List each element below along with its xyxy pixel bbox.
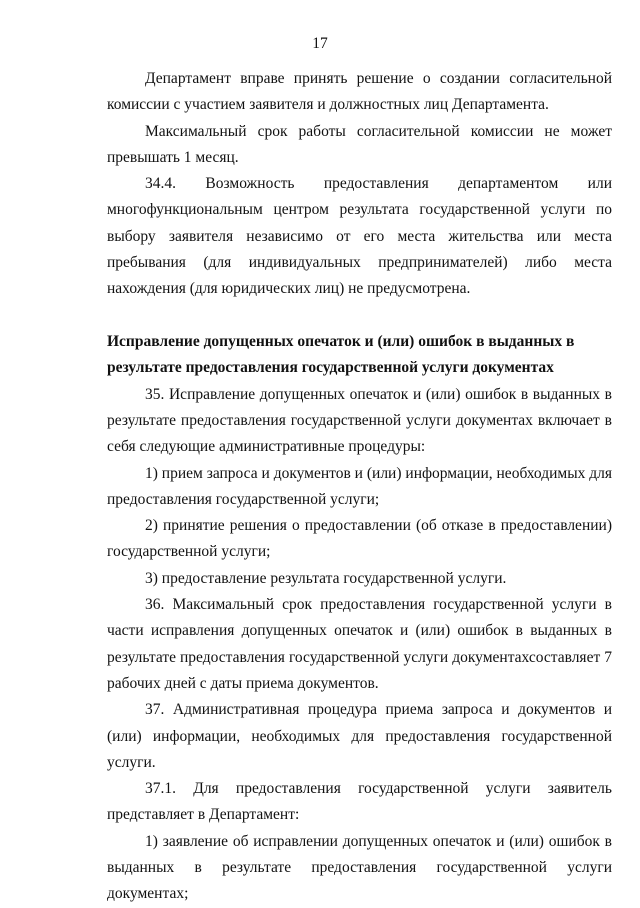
paragraph: 1) заявление об исправлении допущенных опечаток и (или) ошибок в выданных в результате предоставления государственной услуги документах; xyxy=(107,832,612,903)
paragraph: Департамент вправе принять решение о создании согласительной комиссии с участием заявителя и должностных лиц Департамента. xyxy=(107,70,612,114)
paragraph: 36. Максимальный срок предоставления государственной услуги в части исправления допущенных опечаток и (или) ошибок в выданных в результате предоставления государственной услуги документахсоставляет 7 рабочих дней с даты приема документов. xyxy=(107,596,612,692)
paragraph: 34.4. Возможность предоставления департаментом или многофункциональным центром результата государственной услуги по выбору заявителя независимо от его места жительства или места пребывания (для индивидуальных предпринимателей) либо места нахождения (для юридических лиц) не предусмотрена. xyxy=(107,175,612,298)
section-heading xyxy=(107,329,612,382)
section-heading-line: результате предоставления государственной услуги документах xyxy=(107,359,554,377)
paragraph: 2) принятие решения о предоставлении (об отказе в предоставлении) государственной услуги; xyxy=(107,517,612,561)
paragraph: 3) предоставление результата государственной услуги. xyxy=(145,569,507,587)
page-number: 17 xyxy=(312,35,328,52)
section-heading-line: Исправление допущенных опечаток и (или) ошибок в выданных в xyxy=(107,332,575,350)
document-body xyxy=(107,66,612,908)
paragraph: 37. Административная процедура приема запроса и документов и (или) информации, необходимых для предоставления государственной услуги. xyxy=(107,701,612,771)
paragraph: 37.1. Для предоставления государственной услуги заявитель представляет в Департамент: xyxy=(107,780,612,824)
paragraph: 35. Исправление допущенных опечаток и (или) ошибок в выданных в результате предоставления государственной услуги документах включает в себя следующие административные процедуры: xyxy=(107,385,612,456)
paragraph: Максимальный срок работы согласительной комиссии не может превышать 1 месяц. xyxy=(107,122,612,166)
paragraph: 1) прием запроса и документов и (или) информации, необходимых для предоставления государственной услуги; xyxy=(107,464,612,508)
section-spacer xyxy=(107,303,612,329)
